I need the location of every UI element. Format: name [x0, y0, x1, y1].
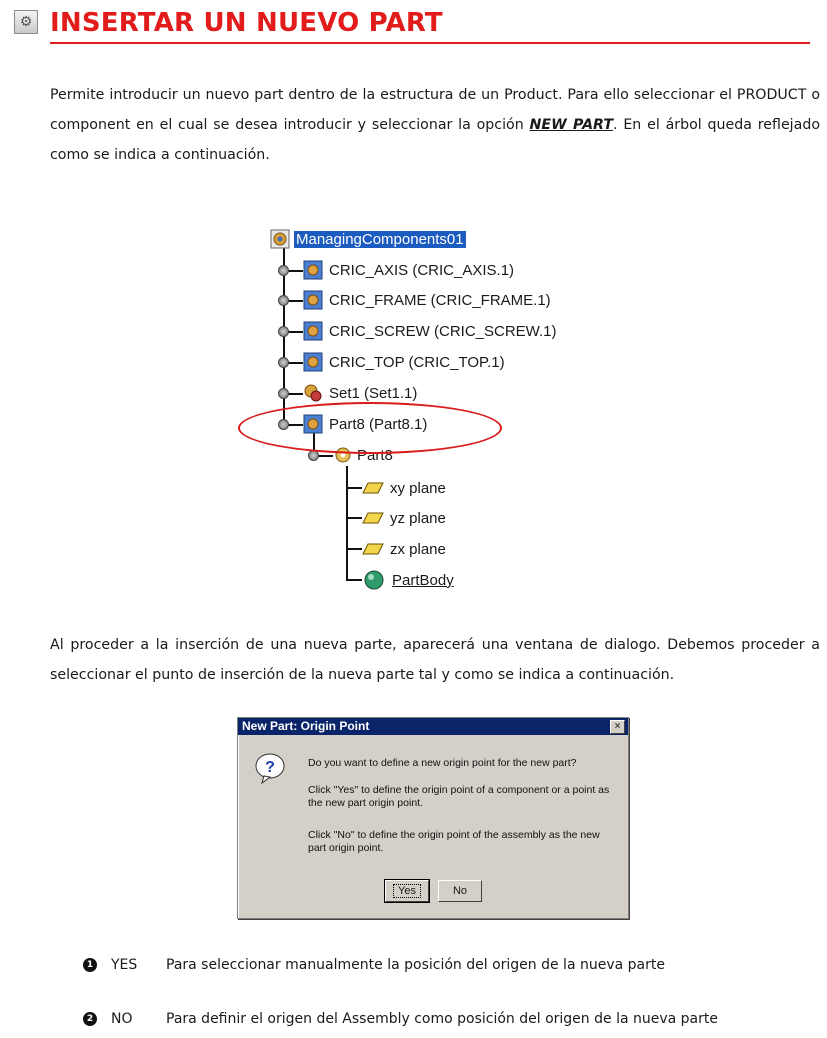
component-icon — [303, 321, 323, 341]
tree-node-xy-plane[interactable] — [362, 477, 446, 499]
tree-node-label: Set1 (Set1.1) — [329, 384, 418, 402]
dialog-message-question: Do you want to define a new origin point for the new part? — [308, 757, 577, 769]
tree-root-label: ManagingComponents01 — [296, 230, 464, 248]
tree-node-label: CRIC_TOP (CRIC_TOP.1) — [329, 353, 505, 371]
tree-node-label: CRIC_FRAME (CRIC_FRAME.1) — [329, 291, 551, 309]
plane-icon — [362, 512, 384, 524]
part-gear-icon: ⚙ — [14, 10, 38, 34]
new-part-emphasis: NEW PART — [529, 117, 614, 133]
option-yes — [83, 955, 665, 975]
tree-node-label: Part8 — [357, 446, 393, 464]
tree-node-label: CRIC_AXIS (CRIC_AXIS.1) — [329, 261, 515, 279]
page-title: INSERTAR UN NUEVO PART — [50, 6, 810, 44]
no-button[interactable]: No — [438, 880, 482, 902]
dialog-message-no: Click "No" to define the origin point of the assembly as the new part origin point. — [308, 829, 600, 854]
component-icon — [303, 352, 323, 372]
option-description: Para seleccionar manualmente la posición del origen de la nueva parte — [166, 957, 665, 973]
highlight-ellipse — [238, 402, 502, 454]
tree-node-yz-plane[interactable] — [362, 507, 446, 529]
tree-node-set1[interactable] — [303, 382, 417, 404]
dialog-message-yes: Click "Yes" to define the origin point of a component or a point as the new part origin point. — [308, 784, 610, 809]
tree-root-node[interactable] — [270, 228, 466, 250]
plane-icon — [362, 543, 384, 555]
tree-node-partbody[interactable] — [362, 569, 454, 591]
component-icon — [303, 290, 323, 310]
option-number-badge: 1 — [83, 958, 97, 972]
svg-text:?: ? — [265, 759, 275, 776]
yes-button-label: Yes — [393, 884, 421, 898]
option-no — [83, 1009, 718, 1029]
option-key: YES — [111, 957, 138, 973]
set-gear-icon — [303, 383, 323, 403]
plane-icon — [362, 482, 384, 494]
tree-node-cric-axis[interactable] — [303, 259, 514, 281]
dialog-intro-paragraph: Al proceder a la inserción de una nueva parte, aparecerá una ventana de dialogo. Debemos proceder a seleccionar el punto de inserción de la nueva parte tal y como se indica a continuación. — [50, 637, 820, 683]
tree-node-cric-frame[interactable] — [303, 289, 551, 311]
tree-node-cric-top[interactable] — [303, 351, 505, 373]
dialog-title: New Part: Origin Point — [242, 719, 370, 733]
option-key: NO — [111, 1011, 133, 1027]
tree-node-label: PartBody — [392, 571, 454, 589]
tree-node-zx-plane[interactable] — [362, 538, 446, 560]
tree-node-label: zx plane — [390, 540, 446, 558]
tree-node-label: yz plane — [390, 509, 446, 527]
yes-button[interactable] — [385, 880, 429, 902]
tree-node-cric-screw[interactable] — [303, 320, 557, 342]
origin-point-dialog — [237, 717, 629, 919]
intro-text-start: Permite introducir un nuevo part dentro de la estructura de un Product. Para ello seleccionar el PRODUCT o component en el cual se desea introducir y seleccionar la opción — [50, 87, 820, 133]
component-icon — [303, 260, 323, 280]
question-icon — [254, 752, 286, 784]
option-number-badge: 2 — [83, 1012, 97, 1026]
tree-node-label: Part8 (Part8.1) — [329, 415, 428, 433]
close-icon[interactable]: × — [610, 720, 625, 734]
option-description: Para definir el origen del Assembly como posición del origen de la nueva parte — [166, 1011, 718, 1027]
body-icon — [362, 569, 386, 591]
tree-node-label: xy plane — [390, 479, 446, 497]
product-icon — [270, 229, 290, 249]
intro-paragraph — [50, 80, 820, 170]
tree-node-label: CRIC_SCREW (CRIC_SCREW.1) — [329, 322, 557, 340]
dialog-titlebar — [238, 718, 628, 735]
intro-text-end: . En el árbol queda reflejado como se indica a continuación. — [50, 117, 820, 163]
